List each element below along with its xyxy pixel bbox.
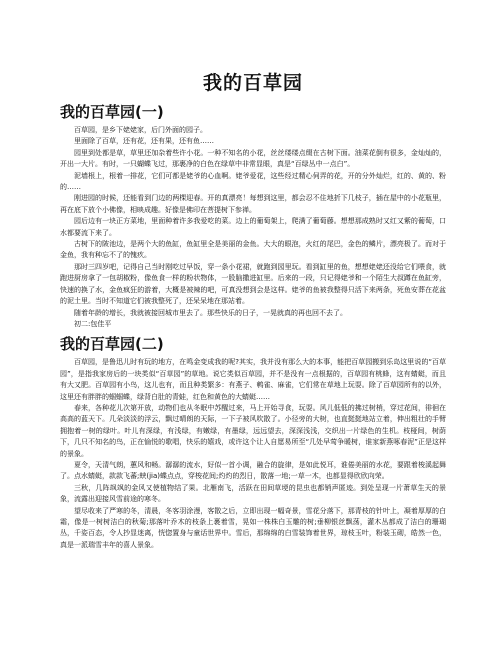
paragraph: 园后边有一块正方菜地，里面种着许多我爱吃的菜。边上的葡萄架上，爬满了葡萄藤。想想那成熟时又红又紫的葡萄，口水都要流下来了。 [60, 217, 446, 237]
paragraph: 里面除了百草，还有花，还有果，还有鱼…… [74, 137, 214, 146]
paragraph: 古树下的陂池边，是两个大的鱼缸，鱼缸里全是美丽的金鱼。大大的眼泡，火红的尾巴，金色的鳞片，漂亮极了。而对于金鱼，我有种忘不了的愧疚。 [60, 240, 446, 260]
document-page [60, 68, 446, 551]
section-heading: 我的百草园(一) [60, 103, 164, 121]
section-2 [60, 333, 446, 551]
paragraph: 百草园，是乡下姥姥家，后门外面的园子。 [74, 126, 207, 134]
document-title: 我的百草园 [202, 72, 303, 94]
paragraph: 望尽收来了严寒的冬，清晨，冬客羽涂漫，客散之后，立即出现一幅奇景，雪花分落下，那青枝的针叶上，凝着厚厚的白霜，像是一树树洁白的秋菊;那落叶乔木的枝条上裹着雪，晃如一株株白玉雕的树;垂柳银丝飘荡，灌木丛都成了洁白的珊瑚丛，千姿百态，令人抄显迷离，恍惚置身与童话世界中。雪后，那绵绵的白雪装饰着世界，琼枝玉叶，粉装玉砌，皓然一色，真是一派瑞雪丰年的喜人景象。 [60, 506, 446, 549]
paragraph: 刚进园的时候，还能看到门边的两棵迎春。开的真漂亮！每想到这里，都会忍不住地折下几枝子，插在屋中的小花瓶里，再在底下放个小佛像，相映成趣。好像是佛印在菩提树下参禅。 [60, 194, 446, 214]
author-signature: 初二:包佳平 [74, 319, 112, 328]
paragraph: 夏令，天清气朗，蕙风和畅。潺潺的流水，好似一首小调，融合的旋律，是如此悦耳，谁倦美丽的水花，要跟着梭溪起舞了。点水蜻蜓，款款飞蕃;蛱(jia)蝶点点，穿梭花间;灼灼的烈日，散落一地;一草一木，也都显得欣欣向荣。 [60, 460, 446, 481]
paragraph: 百草园，是鲁迅儿时有玩的地方，在鸣金变成我的呢?其实，我并没有那么大的本事，能把百草园搬到乐岛这里说的“百草园”，是指我家房后的一块类似“百草园”的草地。说它类似百草园，并不是没有一点根据的，百草园有桃蜂，这有蜻蜓，而且有大又肥。百草园有小鸟，这儿也有，而且种类繁多：有燕子、鹌雀、麻雀，它们常在草地上玩耍。除了百草园所有的以外，这里还有胖胖的蝈蝈蝶，绿背白肚的青蛙，红色和黄色的大蜻蜓…… [60, 358, 446, 401]
paragraph: 春来，各种花儿次第开放，动物们也从冬眠中苏醒过来，马上开始寻食，玩耍。风儿低低的拂过树梢，穿过花间，徘徊在高高的蓝天下。几朵淡淡的浮云，飘过晴朗的天际，一下子被风吹散了。小径旁的大树，也直挺挺地站立着，伸出粗壮的手臂拥抱着一树的绿叶。叶儿有深绿，有浅绿，有嫩绿，有墨绿，远远望去，深深浅浅，交织出一片绿色的生机。枝桠间，树荫下，几只不知名的鸟，正在愉悦的歌唱，快乐的嬉戏，或许这个让人自愿易所至“几处早莺争暖树，谁家新燕啄春泥”正是这样的景象。 [60, 403, 446, 458]
paragraph: 那时三四岁吧，记得自己当时刚吃过早饭，穿一条小花裙，就跑到园里玩。看到缸里的鱼，想想姥姥还没给它们喂食，就跑进厨房拿了一包胡椒粉，像鱼食一样的粉状物体，一股脑撒进缸里。后来的一段，只记得姥爷和一个陌生大叔蹲在鱼缸旁，快速的换了水，金鱼疯狂的游着，大概是被辣的吧，可真没想到会是这样。姥爷的鱼被我整得只活下来两条，死鱼安葬在花盆的泥土里。当时不知道它们被我整死了，还呆呆地在那站着。 [60, 262, 446, 306]
paragraph: 三秋，几阵飒飒的金风又使植物结了果。北雁南飞，活跃在田间草埂的昆虫也都销声匿迹。到处呈现一片萧草生天的景象，流露出迎接风雪前途的寒冬。 [60, 483, 446, 504]
paragraph: 随着年龄的增长，我就被接回城市里去了。那些快乐的日子，一晃就真的再也回不去了。 [74, 308, 347, 317]
paragraph: 泥墙根上，根着一排花，它们可都是姥爷的心血啊。姥爷爱花，这些经过精心伺弄的花，开的分外灿烂，红的、黄的、粉的…… [60, 171, 446, 192]
section-heading: 我的百草园(二) [60, 335, 164, 354]
section-1 [60, 101, 446, 330]
paragraph: 园里到处都是草，草里还加杂着些许小花。一种不知名的小花，丝丝缕缕点缀在古树下面。油菜花倒有很多，金灿灿的，开出一大片。有时，一只蝴蝶飞过，那裹净的白色在绿草中非常显眼，真是“百绿丛中一点白”。 [60, 148, 446, 169]
